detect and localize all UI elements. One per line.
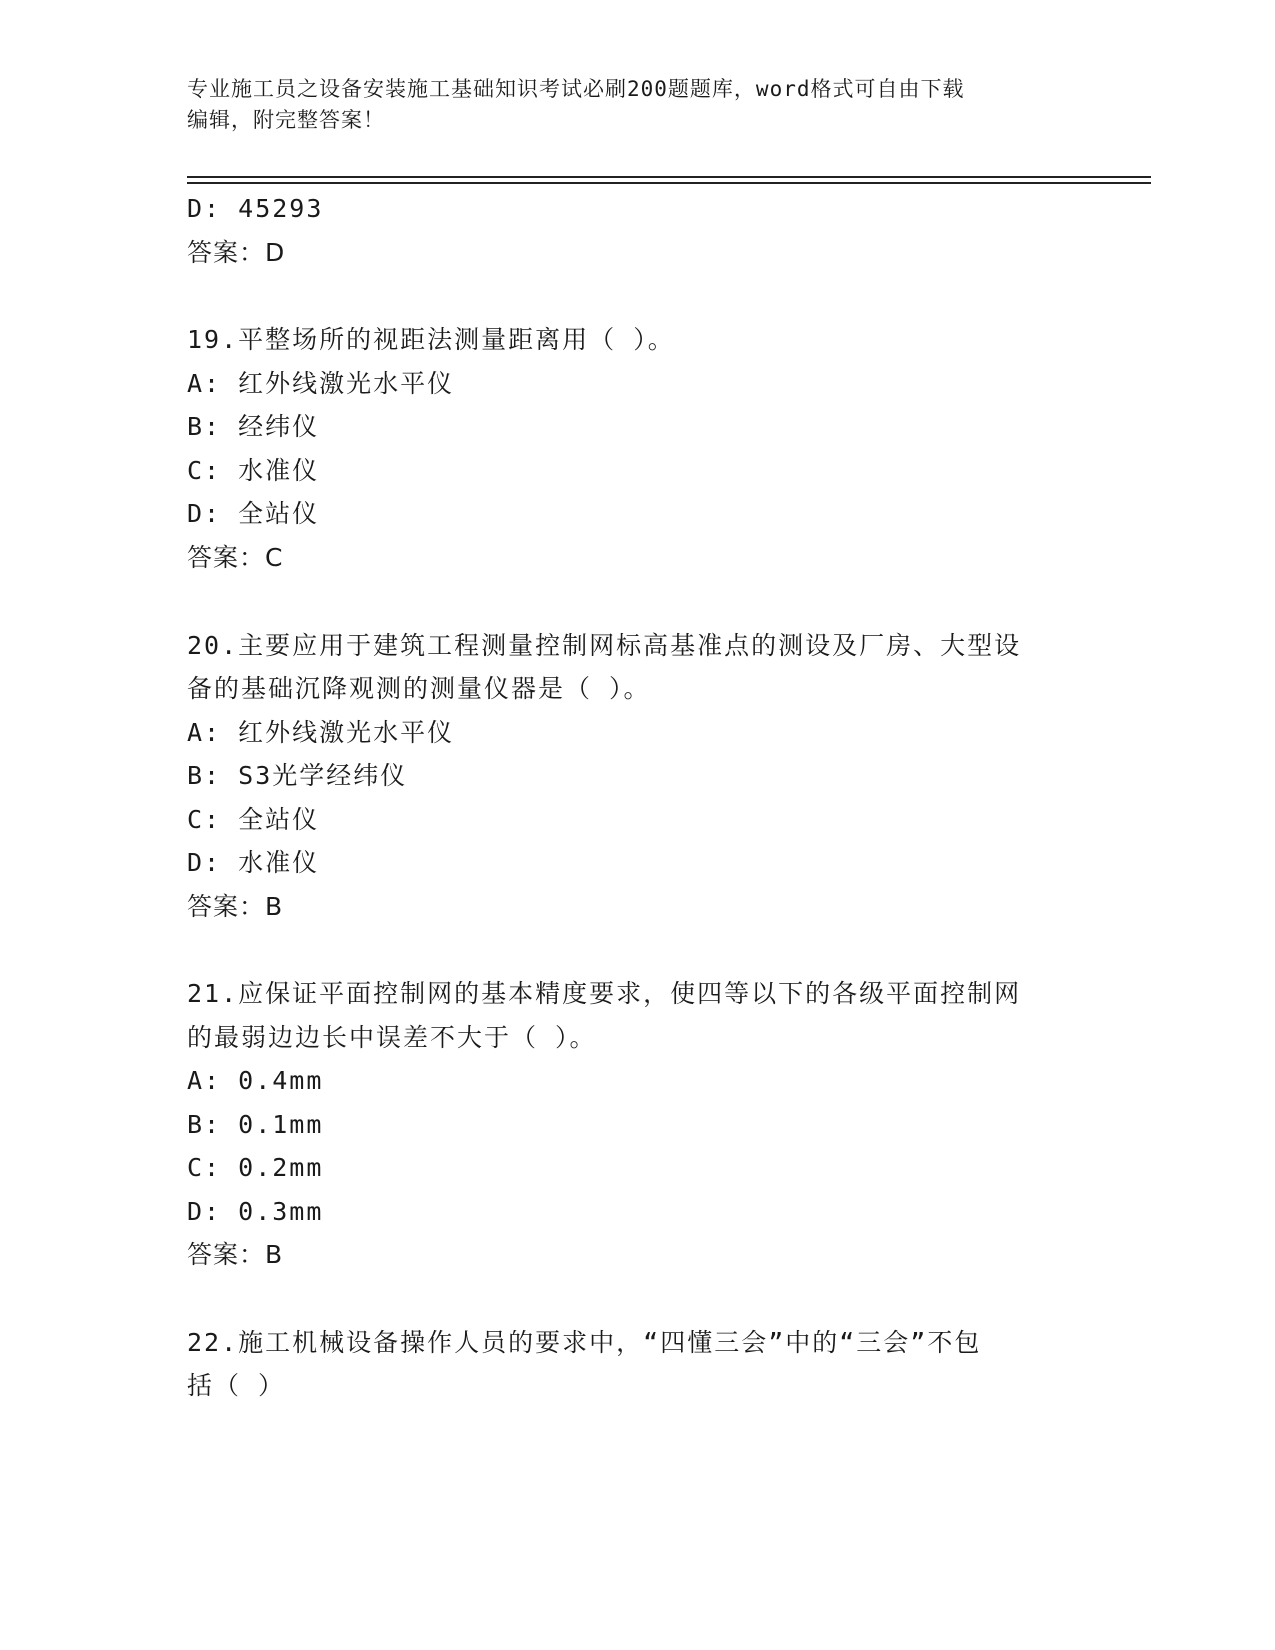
q21-answer: 答案：B [187, 1240, 284, 1269]
header-divider-top [187, 176, 1151, 178]
q19-option-c: C: 水准仪 [187, 456, 320, 485]
q20-stem-line-2: 备的基础沉降观测的测量仪器是（ ）。 [187, 674, 651, 703]
q20-answer: 答案：B [187, 892, 284, 921]
header-title-line-2: 编辑，附完整答案！ [187, 108, 385, 132]
q20-option-c: C: 全站仪 [187, 805, 320, 834]
prev-answer: 答案：D [187, 238, 286, 267]
q21-stem-line-2: 的最弱边边长中误差不大于（ ）。 [187, 1023, 597, 1052]
q20-option-d: D: 水准仪 [187, 848, 320, 877]
document-header [187, 74, 1087, 136]
header-divider-bottom [187, 182, 1151, 184]
q21-option-d: D: 0.3mm [187, 1197, 324, 1226]
q21-option-c: C: 0.2mm [187, 1153, 324, 1182]
header-title-line-1: 专业施工员之设备安装施工基础知识考试必刷200题题库，word格式可自由下载 [187, 77, 965, 101]
q19-option-d: D: 全站仪 [187, 499, 320, 528]
q19-option-a: A: 红外线激光水平仪 [187, 369, 455, 398]
prev-option-d: D: 45293 [187, 194, 324, 223]
q21-stem-line-1: 21.应保证平面控制网的基本精度要求，使四等以下的各级平面控制网 [187, 979, 1022, 1008]
q21-option-a: A: 0.4mm [187, 1066, 324, 1095]
q19-stem: 19.平整场所的视距法测量距离用（ ）。 [187, 325, 675, 354]
q19-answer: 答案：C [187, 543, 284, 572]
q19-option-b: B: 经纬仪 [187, 412, 320, 441]
q20-option-a: A: 红外线激光水平仪 [187, 718, 455, 747]
q20-stem-line-1: 20.主要应用于建筑工程测量控制网标高基准点的测设及厂房、大型设 [187, 631, 1022, 660]
q22-stem-line-1: 22.施工机械设备操作人员的要求中，“四懂三会”中的“三会”不包 [187, 1328, 982, 1357]
q20-option-b: B: S3光学经纬仪 [187, 761, 408, 790]
q21-option-b: B: 0.1mm [187, 1110, 324, 1139]
q22-stem-line-2: 括（ ） [187, 1371, 286, 1400]
